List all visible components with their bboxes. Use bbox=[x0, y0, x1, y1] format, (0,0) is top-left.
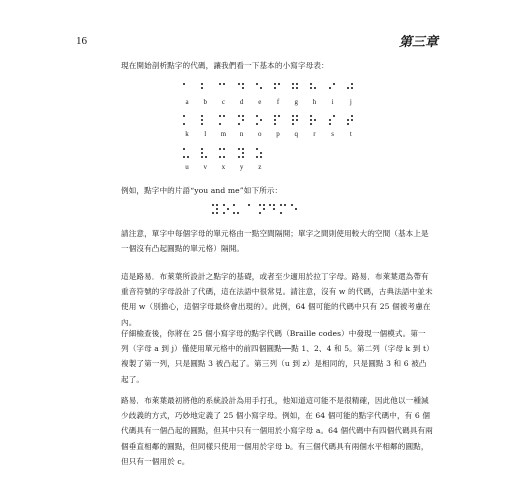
braille-dot bbox=[273, 204, 275, 206]
braille-dot bbox=[242, 115, 244, 117]
braille-dot bbox=[351, 119, 353, 121]
braille-dot bbox=[291, 204, 293, 206]
chapter-title: 第三章 bbox=[398, 35, 438, 50]
braille-dot bbox=[183, 156, 185, 158]
braille-dot bbox=[274, 87, 276, 89]
braille-letter-label: t bbox=[349, 130, 352, 138]
braille-dot bbox=[183, 83, 185, 85]
braille-dot bbox=[310, 123, 312, 125]
braille-dot bbox=[223, 212, 225, 214]
braille-cell-r bbox=[310, 115, 318, 126]
braille-dot bbox=[219, 115, 221, 117]
paragraph-4: 路易．布萊葉最初將他的系統設計為用手打孔，他知道這可能不是很精確，因此他以一種減少歧義的方式，巧妙地定義了 25 個小寫字母。例如，在 64 個可能的點字代碼中，有 6 個代碼具有一個凸起的圓點，但其中只有一個用於小寫字母 a。64 個代碼中有四個代碼具有兩個垂直相鄰的圓點，但同樣只使用一個用於字母 b。有三個代碼具有兩個水平相鄰的圓點，但只有一個用於 c。 bbox=[121, 396, 433, 466]
braille-dot bbox=[296, 87, 298, 89]
braille-dot bbox=[256, 115, 258, 117]
braille-dot bbox=[183, 148, 185, 150]
braille-dot bbox=[273, 208, 275, 210]
braille-dot bbox=[219, 123, 221, 125]
braille-letter-label: f bbox=[276, 98, 280, 106]
braille-letter-label: u bbox=[185, 163, 189, 171]
braille-dot bbox=[242, 119, 244, 121]
braille-dot bbox=[242, 148, 244, 150]
braille-dot bbox=[238, 123, 240, 125]
braille-dot bbox=[292, 115, 294, 117]
braille-dot bbox=[329, 123, 331, 125]
braille-dot bbox=[212, 212, 214, 214]
braille-dot bbox=[333, 83, 335, 85]
braille-letter-label: i bbox=[331, 98, 334, 106]
braille-cell-k bbox=[183, 115, 191, 126]
braille-dot bbox=[278, 115, 280, 117]
braille-dot bbox=[351, 115, 353, 117]
braille-cell-d bbox=[269, 204, 277, 215]
braille-letter-label: x bbox=[221, 163, 226, 171]
braille-dot bbox=[292, 123, 294, 125]
braille-dot bbox=[205, 156, 207, 158]
braille-cell-x bbox=[219, 148, 227, 159]
braille-dot bbox=[274, 83, 276, 85]
braille-dot bbox=[242, 87, 244, 89]
braille-cell-v bbox=[201, 148, 209, 159]
braille-dot bbox=[274, 123, 276, 125]
braille-letter-label: j bbox=[349, 98, 352, 106]
braille-cell-y bbox=[238, 148, 246, 159]
braille-letter-label: b bbox=[203, 98, 207, 106]
braille-dot bbox=[233, 204, 235, 206]
braille-dot bbox=[256, 83, 258, 85]
braille-dot bbox=[310, 87, 312, 89]
braille-cell-n bbox=[238, 115, 246, 126]
braille-cell-q bbox=[292, 115, 300, 126]
braille-dot bbox=[263, 208, 265, 210]
braille-letter-label: d bbox=[239, 98, 244, 106]
braille-dot bbox=[274, 119, 276, 121]
braille-letter-label: q bbox=[294, 130, 298, 138]
braille-cell-g bbox=[292, 83, 300, 94]
braille-dot bbox=[238, 115, 240, 117]
braille-dot bbox=[314, 119, 316, 121]
braille-dot bbox=[347, 123, 349, 125]
braille-dot bbox=[269, 204, 271, 206]
braille-dot bbox=[310, 119, 312, 121]
braille-dot bbox=[351, 87, 353, 89]
braille-dot bbox=[223, 115, 225, 117]
braille-dot bbox=[296, 119, 298, 121]
braille-dot bbox=[259, 204, 261, 206]
braille-dot bbox=[201, 156, 203, 158]
braille-cell-o bbox=[256, 115, 264, 126]
braille-dot bbox=[201, 119, 203, 121]
braille-letter-label: r bbox=[313, 130, 316, 138]
braille-dot bbox=[201, 83, 203, 85]
braille-letter-label: s bbox=[331, 130, 334, 138]
braille-dot bbox=[227, 208, 229, 210]
braille-dot bbox=[314, 87, 316, 89]
braille-dot bbox=[260, 152, 262, 154]
braille-letter-label: g bbox=[294, 98, 298, 106]
paragraph-2: 這是路易．布萊葉所設計之點字的基礎，或者至少適用於拉丁字母。路易．布萊葉還為帶有重音符號的字母設計了代碼，這在法語中很常見。請注意，沒有 w 的代碼，古典法語中並未使用 w（別擔心，這個字母最終會出現的）。此例，64 個可能的代碼中只有 25 個被考慮在內。 bbox=[121, 272, 433, 327]
braille-letter-label: c bbox=[221, 98, 225, 106]
paragraph-3: 仔細檢查後，你將在 25 個小寫字母的點字代碼（Braille codes）中發現一個模式。第一列（字母 a 到 j）僅使用單元格中的前四個圓點──點 1、2、4 和 5。第二列（字母 k 到 t）複製了第一列，只是圓點 3 被凸起了。第三列（u 到 z）是相同的，只是圓點 3 和 6 被凸起了。 bbox=[121, 329, 431, 384]
braille-letter-label: a bbox=[185, 98, 189, 106]
braille-cell-s bbox=[329, 115, 337, 126]
braille-letter-label: v bbox=[203, 163, 207, 171]
braille-dot bbox=[233, 212, 235, 214]
braille-dot bbox=[260, 156, 262, 158]
braille-cell-h bbox=[310, 83, 318, 94]
braille-dot bbox=[216, 204, 218, 206]
intro-text: 現在開始剖析點字的代碼，讓我們看一下基本的小寫字母表： bbox=[121, 61, 329, 70]
page-number: 16 bbox=[76, 35, 87, 47]
braille-letter-label: z bbox=[258, 163, 262, 171]
braille-dot bbox=[263, 204, 265, 206]
braille-dot bbox=[219, 156, 221, 158]
braille-dot bbox=[351, 83, 353, 85]
braille-dot bbox=[256, 148, 258, 150]
braille-dot bbox=[347, 119, 349, 121]
braille-dot bbox=[223, 204, 225, 206]
braille-dot bbox=[187, 156, 189, 158]
braille-cell-e bbox=[291, 204, 299, 215]
braille-dot bbox=[310, 83, 312, 85]
braille-dot bbox=[256, 123, 258, 125]
braille-cell-u bbox=[183, 148, 191, 159]
braille-cell-m bbox=[280, 204, 288, 215]
braille-dot bbox=[201, 152, 203, 154]
braille-letter-label: p bbox=[276, 130, 280, 138]
braille-dot bbox=[280, 204, 282, 206]
braille-cell-a bbox=[248, 204, 256, 215]
braille-cell-t bbox=[347, 115, 355, 126]
braille-dot bbox=[274, 115, 276, 117]
braille-letter-label: o bbox=[258, 130, 262, 138]
braille-cell-z bbox=[256, 148, 264, 159]
braille-dot bbox=[219, 83, 221, 85]
braille-dot bbox=[329, 87, 331, 89]
braille-cell-f bbox=[274, 83, 282, 94]
braille-dot bbox=[248, 204, 250, 206]
braille-cell-p bbox=[274, 115, 282, 126]
braille-dot bbox=[260, 119, 262, 121]
braille-dot bbox=[201, 87, 203, 89]
example-intro: 例如，點字中的片語“you and me”如下所示： bbox=[121, 186, 283, 195]
braille-dot bbox=[201, 123, 203, 125]
braille-dot bbox=[329, 119, 331, 121]
braille-cell-i bbox=[329, 83, 337, 94]
braille-letter-label: h bbox=[312, 98, 317, 106]
braille-dot bbox=[216, 208, 218, 210]
braille-dot bbox=[212, 204, 214, 206]
braille-dot bbox=[223, 148, 225, 150]
braille-dot bbox=[259, 212, 261, 214]
braille-dot bbox=[183, 123, 185, 125]
braille-dot bbox=[223, 83, 225, 85]
braille-dot bbox=[242, 156, 244, 158]
braille-letter-label: e bbox=[258, 98, 262, 106]
braille-cell-c bbox=[219, 83, 227, 94]
braille-dot bbox=[296, 115, 298, 117]
braille-cell-n bbox=[259, 204, 267, 215]
braille-dot bbox=[242, 152, 244, 154]
braille-dot bbox=[238, 83, 240, 85]
braille-dot bbox=[238, 148, 240, 150]
braille-dot bbox=[284, 204, 286, 206]
braille-dot bbox=[280, 212, 282, 214]
braille-dot bbox=[183, 115, 185, 117]
braille-cell-m bbox=[219, 115, 227, 126]
braille-dot bbox=[292, 83, 294, 85]
braille-dot bbox=[219, 148, 221, 150]
braille-dot bbox=[237, 212, 239, 214]
braille-cell-j bbox=[347, 83, 355, 94]
braille-dot bbox=[242, 83, 244, 85]
braille-dot bbox=[201, 148, 203, 150]
braille-letter-label: k bbox=[185, 130, 189, 138]
paragraph-1: 請注意，單字中每個字母的單元格由一點空間隔開；單字之間則使用較大的空間（基本上是一個沒有凸起圓點的單元格）隔開。 bbox=[121, 229, 429, 254]
braille-dot bbox=[201, 115, 203, 117]
braille-dot bbox=[310, 115, 312, 117]
braille-dot bbox=[347, 87, 349, 89]
braille-cell-b bbox=[201, 83, 209, 94]
braille-dot bbox=[292, 119, 294, 121]
braille-letter-label: n bbox=[239, 130, 244, 138]
braille-cell-e bbox=[256, 83, 264, 94]
braille-cell-a bbox=[183, 83, 191, 94]
braille-cell-d bbox=[238, 83, 246, 94]
braille-dot bbox=[223, 156, 225, 158]
braille-cell-l bbox=[201, 115, 209, 126]
braille-dot bbox=[296, 83, 298, 85]
braille-cell-o bbox=[223, 204, 231, 215]
braille-cell-u bbox=[233, 204, 241, 215]
braille-dot bbox=[295, 208, 297, 210]
braille-dot bbox=[292, 87, 294, 89]
braille-dot bbox=[238, 156, 240, 158]
braille-dot bbox=[260, 87, 262, 89]
braille-letter-label: y bbox=[239, 163, 244, 171]
braille-cell-y bbox=[212, 204, 220, 215]
braille-dot bbox=[256, 156, 258, 158]
braille-letter-label: l bbox=[204, 130, 207, 138]
braille-dot bbox=[333, 115, 335, 117]
braille-dot bbox=[278, 83, 280, 85]
braille-letter-label: m bbox=[220, 130, 227, 138]
braille-dot bbox=[216, 212, 218, 214]
